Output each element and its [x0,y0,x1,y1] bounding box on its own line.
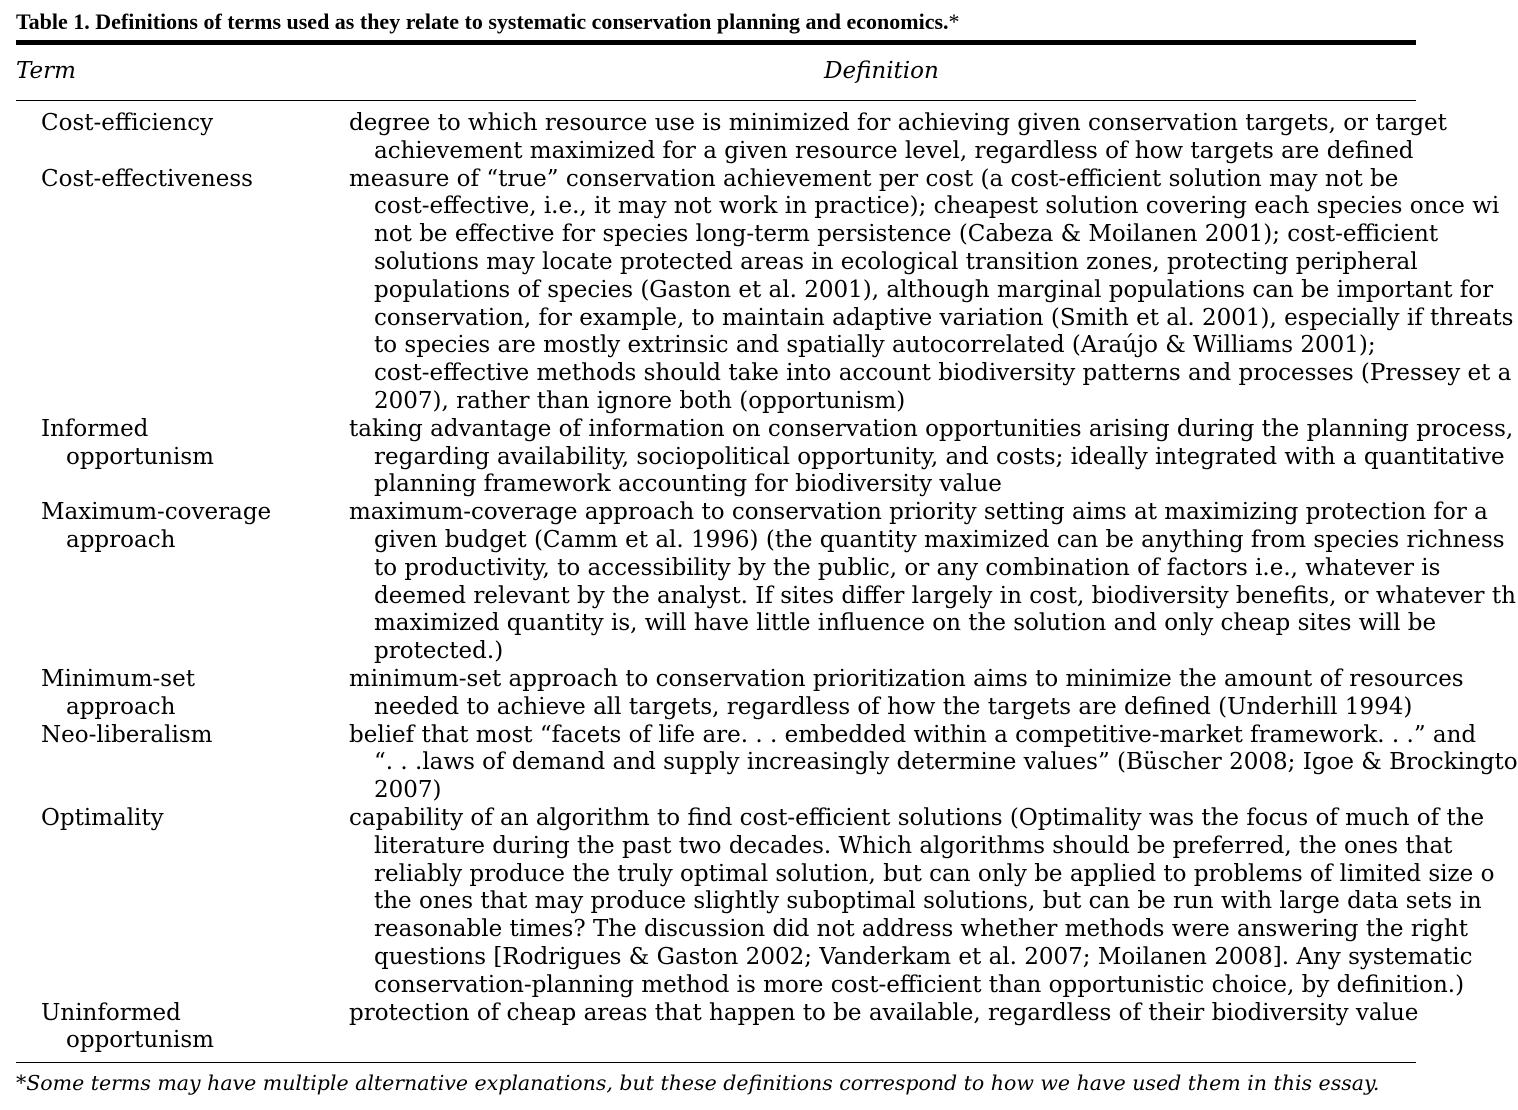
definition-line: given budget (Camm et al. 1996) (the quantity maximized can be anything from species richness [374,526,1505,553]
definition-line: minimum-set approach to conservation prioritization aims to minimize the amount of resources [349,665,1464,692]
definition-line: conservation-planning method is more cost-efficient than opportunistic choice, by definition.) [374,971,1465,998]
table-caption-text: Table 1. Definitions of terms used as they relate to systematic conservation planning and economics. [16,9,949,34]
table-row [16,721,1518,805]
term-line: Cost-efficiency [41,110,214,136]
term-line: Neo-liberalism [41,721,213,748]
term-line: Optimality [41,804,164,831]
table-caption-mark: * [948,9,960,34]
definition-line: needed to achieve all targets, regardless of how the targets are defined (Underhill 1994) [374,693,1413,720]
definition-cell [349,499,1516,666]
definition-line: to productivity, to accessibility by the public, or any combination of factors i.e., whatever is [374,554,1441,581]
definition-line: protected.) [374,638,504,665]
definition-line: taking advantage of information on conservation opportunities arising during the planning process, [349,415,1514,442]
term-cell [16,499,316,555]
definition-line: protection of cheap areas that happen to be available, regardless of their biodiversity value [349,999,1419,1026]
term-cell [16,416,316,472]
table-row [16,165,1514,416]
column-header-definition: Definition [824,58,939,84]
table-row [16,415,1514,499]
footnote-mark: * [16,1071,27,1095]
definition-line: deemed relevant by the analyst. If sites differ largely in cost, biodiversity benefits, or whatever th [374,582,1516,609]
term-cell [16,1000,316,1056]
definition-cell [349,721,1518,805]
term-cell [16,666,316,722]
definition-line: “. . .laws of demand and supply increasingly determine values” (Büscher 2008; Igoe & Brockingto [374,749,1518,776]
table-row [16,804,1495,1000]
definition-line: capability of an algorithm to find cost-efficient solutions (Optimality was the focus of much of the [349,804,1485,831]
term-line: Cost-effectiveness [41,165,253,192]
bottom-rule [16,1062,1416,1063]
definition-line: belief that most “facets of life are. . . embedded within a competitive-market framework. . .” and [349,721,1477,748]
definition-line: not be effective for species long-term persistence (Cabeza & Moilanen 2001); cost-efficient [374,221,1439,248]
term-line: approach [66,526,176,553]
header-rule [16,100,1416,101]
definition-line: cost-effective, i.e., it may not work in practice); cheapest solution covering each species once wi [374,193,1500,220]
definition-line: maximum-coverage approach to conservation priority setting aims at maximizing protection for a [349,499,1488,526]
definition-cell [349,415,1514,499]
term-cell [16,805,316,833]
term-line: opportunism [66,1027,214,1054]
definition-line: questions [Rodrigues & Gaston 2002; Vanderkam et al. 2007; Moilanen 2008]. Any systematic [374,943,1473,970]
term-line: opportunism [66,443,214,470]
definition-cell [349,165,1514,416]
definition-line: to species are mostly extrinsic and spatially autocorrelated (Araújo & Williams 2001); [374,332,1376,359]
definition-cell [349,665,1464,722]
definition-line: degree to which resource use is minimized for achieving given conservation targets, or target [349,110,1447,136]
term-line: Minimum-set [41,665,195,692]
table-caption [16,9,960,35]
term-line: approach [66,693,176,720]
definition-line: cost-effective methods should take into account biodiversity patterns and processes (Pressey et a [374,360,1512,387]
table-row [16,665,1464,722]
definition-line: maximized quantity is, will have little influence on the solution and only cheap sites will be [374,610,1437,637]
definition-line: literature during the past two decades. Which algorithms should be preferred, the ones that [374,832,1453,859]
table-body [16,110,1518,1054]
definition-line: measure of “true” conservation achievement per cost (a cost-efficient solution may not be [349,165,1399,192]
table-row [16,499,1516,666]
table-row [16,999,1436,1054]
definition-line: 2007), rather than ignore both (opportunism) [374,387,906,414]
definition-line: conservation, for example, to maintain adaptive variation (Smith et al. 2001), especially if threats [374,304,1514,331]
table-row [16,110,1447,166]
term-cell [16,166,316,194]
definition-line: regarding availability, sociopolitical opportunity, and costs; ideally integrated with a quantitative [374,443,1505,470]
footnote-text: Some terms may have multiple alternative explanations, but these definitions correspond to how we have used them in this essay. [26,1071,1380,1095]
definition-line: planning framework accounting for biodiversity value [374,471,1002,498]
definition-line: the ones that may produce slightly suboptimal solutions, but can be run with large data sets in [374,888,1482,915]
term-cell [16,110,316,138]
definition-line: 2007) [374,777,442,804]
definition-cell [349,110,1447,166]
term-cell [16,722,316,750]
term-line: Maximum-coverage [41,499,272,526]
table-footnote [16,1071,1379,1095]
column-header-term: Term [16,58,76,84]
definition-line: achievement maximized for a given resource level, regardless of how targets are defined [374,137,1414,164]
definition-line: solutions may locate protected areas in ecological transition zones, protecting peripheral [374,248,1418,275]
top-rule [16,40,1416,45]
definition-line: populations of species (Gaston et al. 2001), although marginal populations can be important for [374,276,1494,303]
definition-line: reasonable times? The discussion did not address whether methods were answering the right [374,916,1468,943]
term-line: Uninformed [41,999,181,1026]
term-line: Informed [41,415,149,442]
definition-line: reliably produce the truly optimal solution, but can only be applied to problems of limited size o [374,860,1495,887]
definition-cell [349,1000,1436,1028]
definition-cell [349,804,1495,1000]
